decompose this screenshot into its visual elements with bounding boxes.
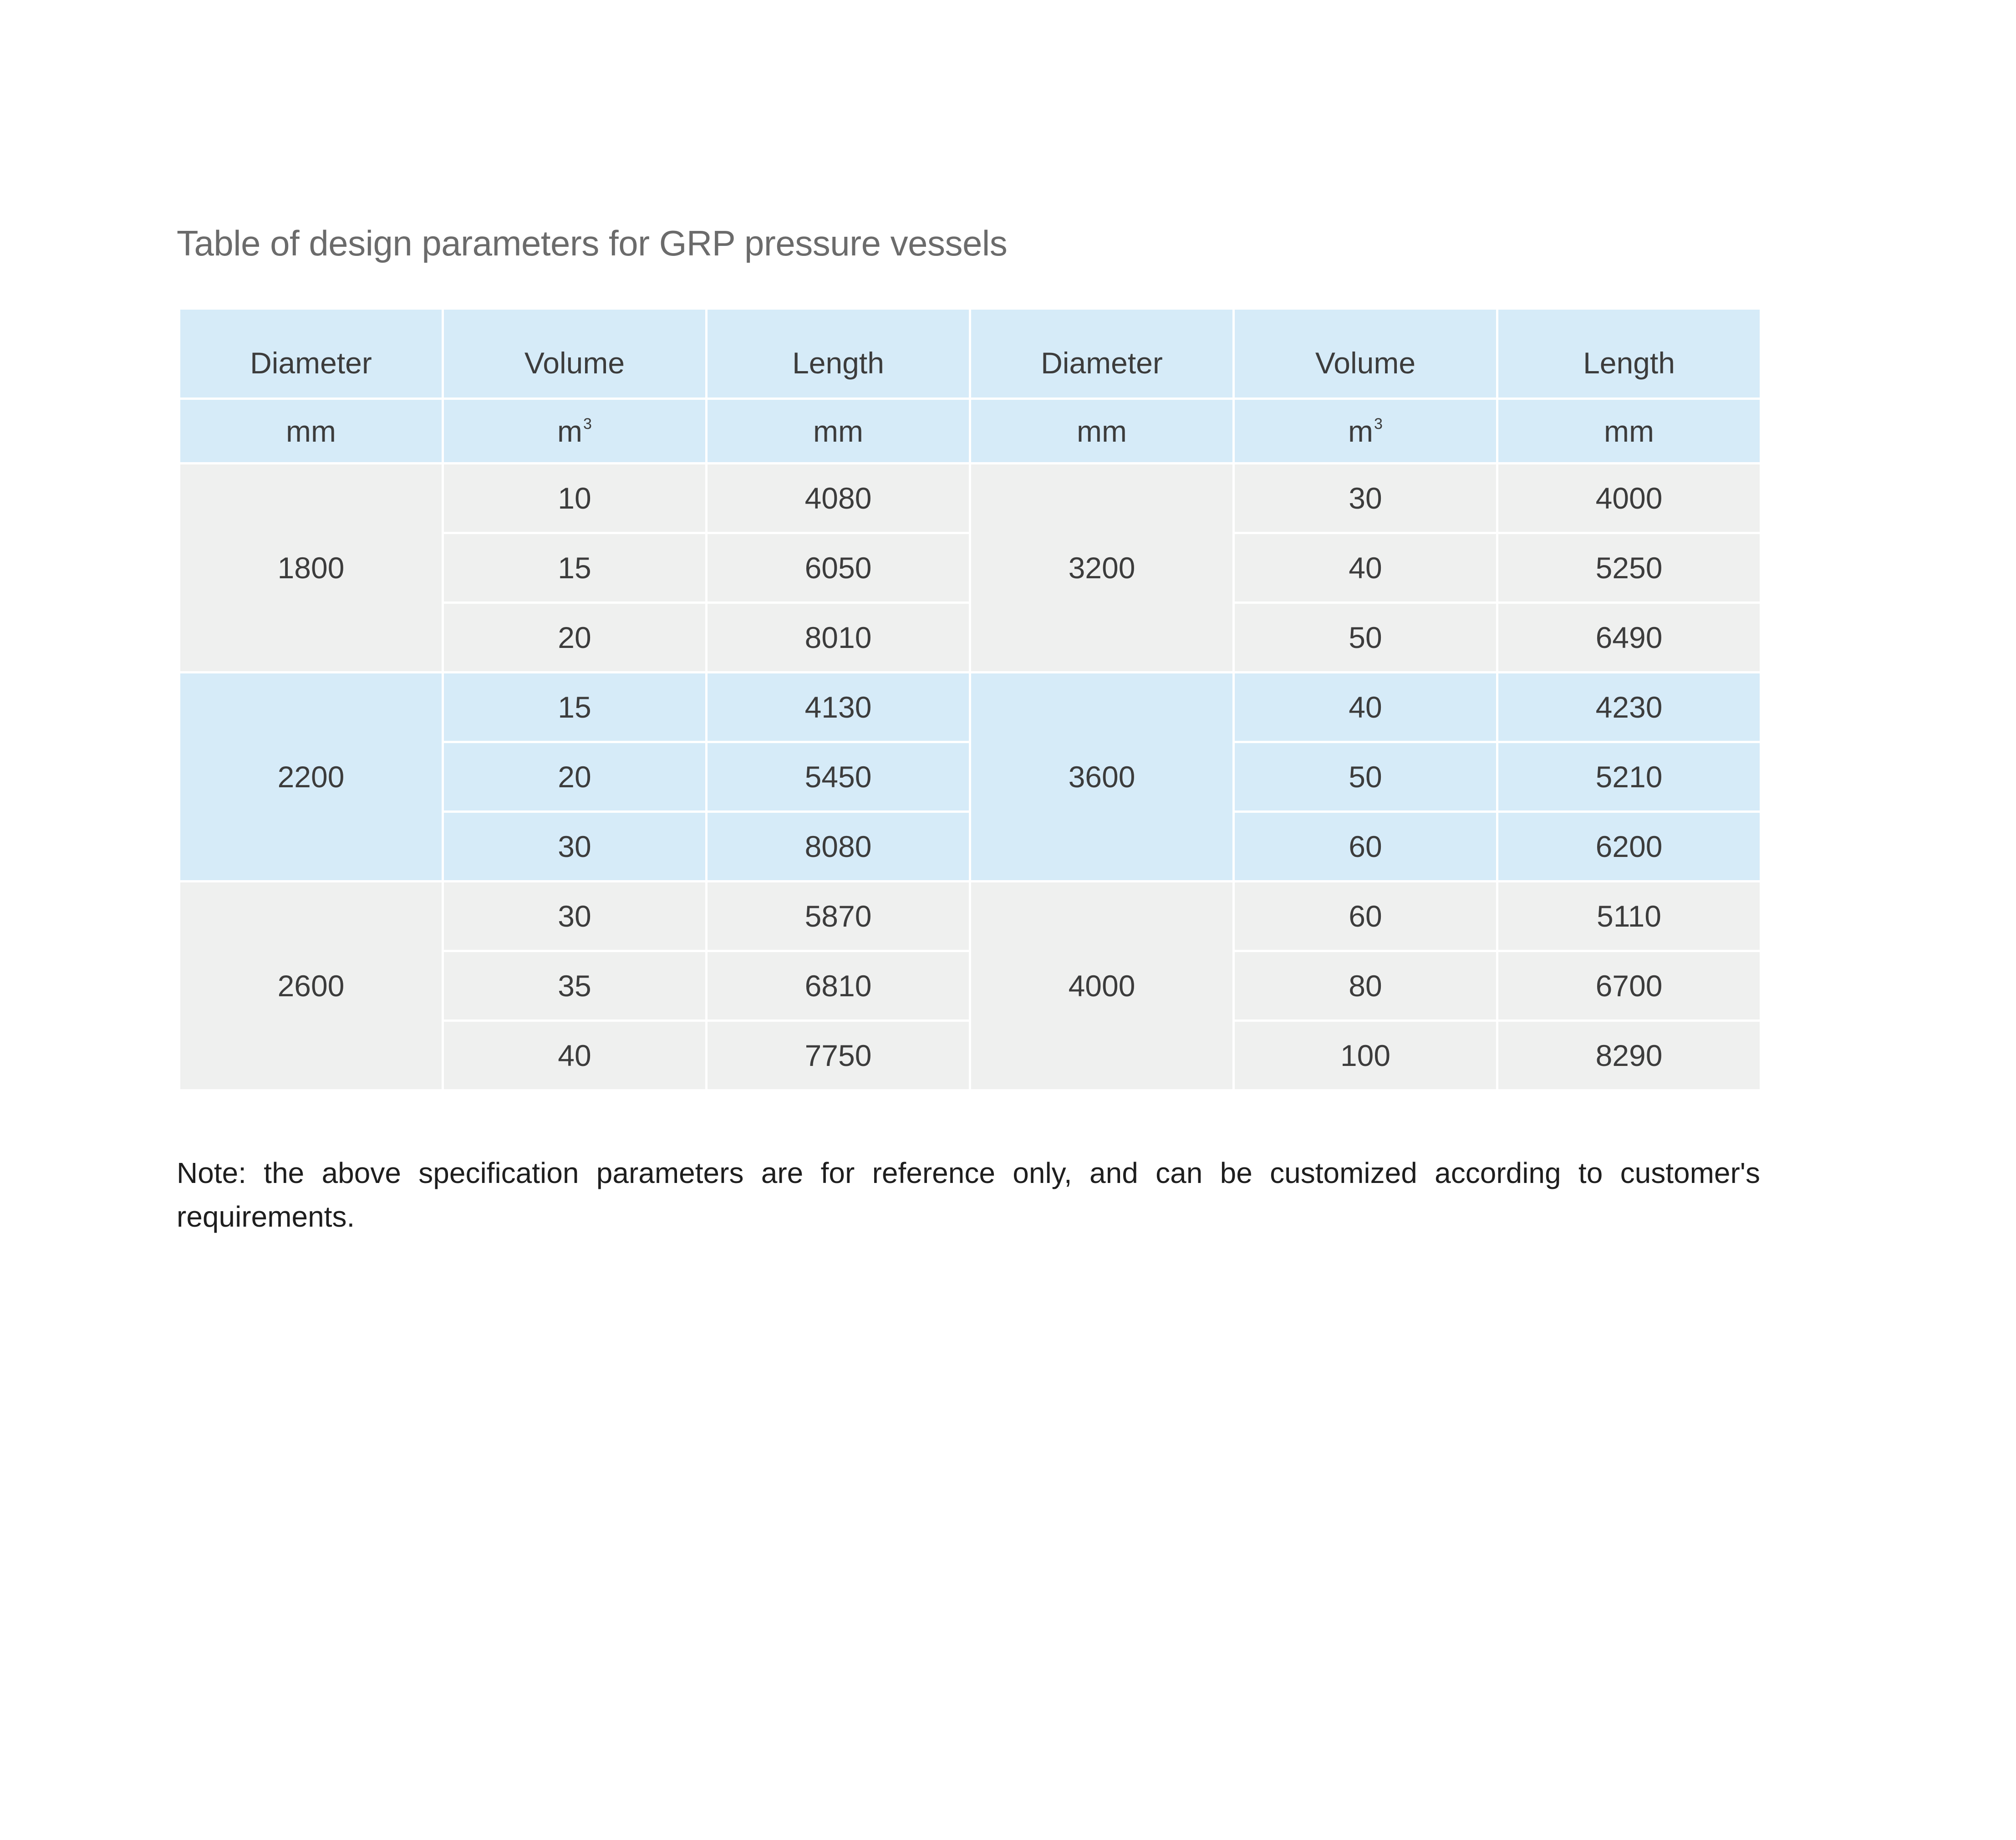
header-cell-length: Length [707, 309, 970, 399]
volume-cell: 15 [443, 533, 707, 603]
unit-cell-volume: $m^3$ [443, 399, 707, 464]
volume-cell: 40 [443, 1021, 707, 1091]
header-cell-diameter: Diameter [970, 309, 1234, 399]
unit-cell-diameter: mm [179, 399, 443, 464]
unit-cell-volume: $m^3$ [1234, 399, 1497, 464]
unit-cell-length: mm [707, 399, 970, 464]
volume-cell: 15 [443, 673, 707, 742]
table-row [179, 464, 1761, 533]
volume-cell: 50 [1234, 742, 1497, 812]
length-cell: 6700 [1497, 951, 1761, 1021]
volume-cell: 100 [1234, 1021, 1497, 1091]
length-cell: 4130 [707, 673, 970, 742]
length-cell: 4000 [1497, 464, 1761, 533]
table-row [179, 673, 1761, 742]
diameter-cell: 3200 [970, 464, 1234, 673]
volume-cell: 50 [1234, 603, 1497, 673]
length-cell: 6050 [707, 533, 970, 603]
volume-cell: 20 [443, 603, 707, 673]
length-cell: 8010 [707, 603, 970, 673]
length-cell: 6810 [707, 951, 970, 1021]
unit-superscript: 3 [1374, 415, 1383, 433]
volume-cell: 40 [1234, 673, 1497, 742]
length-cell: 7750 [707, 1021, 970, 1091]
diameter-cell: 1800 [179, 464, 443, 673]
volume-cell: 20 [443, 742, 707, 812]
length-cell: 5250 [1497, 533, 1761, 603]
footnote: Note: the above specification parameters are for reference only, and can be customized according to customer's requirements. [177, 1157, 1760, 1233]
diameter-cell: 2200 [179, 673, 443, 882]
unit-cell-diameter: mm [970, 399, 1234, 464]
header-cell-length: Length [1497, 309, 1761, 399]
header-cell-diameter: Diameter [179, 309, 443, 399]
length-cell: 8080 [707, 812, 970, 882]
length-cell: 5870 [707, 882, 970, 951]
volume-cell: 30 [1234, 464, 1497, 533]
volume-cell: 60 [1234, 812, 1497, 882]
table-header-row [179, 309, 1761, 399]
volume-cell: 30 [443, 812, 707, 882]
length-cell: 6200 [1497, 812, 1761, 882]
volume-cell: 80 [1234, 951, 1497, 1021]
length-cell: 4080 [707, 464, 970, 533]
length-cell: 4230 [1497, 673, 1761, 742]
header-cell-volume: Volume [1234, 309, 1497, 399]
page-title: Table of design parameters for GRP pressure vessels [177, 223, 1008, 263]
unit-superscript: 3 [583, 415, 592, 433]
diameter-cell: 3600 [970, 673, 1234, 882]
design-parameters-table [178, 307, 1762, 1091]
length-cell: 5110 [1497, 882, 1761, 951]
volume-cell: 60 [1234, 882, 1497, 951]
header-cell-volume: Volume [443, 309, 707, 399]
volume-cell: 30 [443, 882, 707, 951]
volume-cell: 10 [443, 464, 707, 533]
length-cell: 5450 [707, 742, 970, 812]
diameter-cell: 2600 [179, 882, 443, 1091]
table-units-row [179, 399, 1761, 464]
length-cell: 5210 [1497, 742, 1761, 812]
volume-cell: 40 [1234, 533, 1497, 603]
volume-cell: 35 [443, 951, 707, 1021]
table-row [179, 882, 1761, 951]
length-cell: 8290 [1497, 1021, 1761, 1091]
length-cell: 6490 [1497, 603, 1761, 673]
unit-cell-length: mm [1497, 399, 1761, 464]
table-body [179, 464, 1761, 1091]
diameter-cell: 4000 [970, 882, 1234, 1091]
